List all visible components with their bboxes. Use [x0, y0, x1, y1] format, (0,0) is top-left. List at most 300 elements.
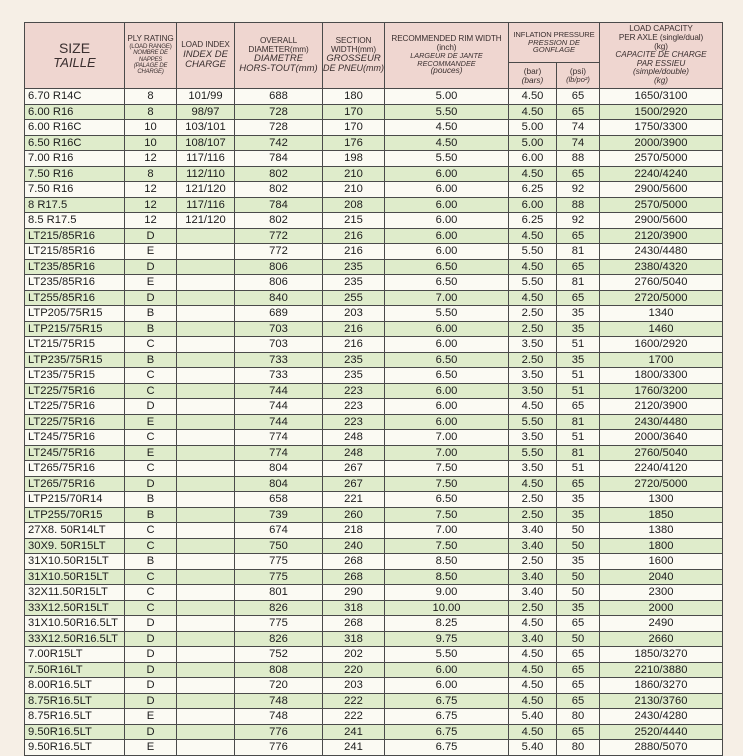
cell-pressure-bar: 3.50: [509, 430, 557, 446]
table-row: [25, 197, 723, 213]
cell-section-width: 268: [323, 554, 385, 570]
header-inflation-label: INFLATION PRESSURE: [513, 29, 595, 39]
cell-size: 31X10.50R15LT: [25, 554, 125, 570]
cell-pressure-psi: 80: [557, 740, 600, 756]
cell-pressure-bar: 5.00: [509, 135, 557, 151]
cell-load-capacity: 1860/3270: [600, 678, 723, 694]
cell-overall-diameter: 784: [235, 151, 323, 167]
cell-load-index: [177, 430, 235, 446]
cell-overall-diameter: 750: [235, 538, 323, 554]
cell-rim-width: 7.00: [385, 523, 509, 539]
cell-rim-width: 5.50: [385, 306, 509, 322]
cell-rim-width: 6.00: [385, 414, 509, 430]
header-load-index: [177, 23, 235, 89]
cell-pressure-bar: 2.50: [509, 492, 557, 508]
cell-rim-width: 6.00: [385, 197, 509, 213]
cell-load-index: [177, 383, 235, 399]
cell-pressure-bar: 4.50: [509, 724, 557, 740]
cell-rim-width: 6.00: [385, 228, 509, 244]
tire-spec-rows: [25, 89, 723, 756]
cell-ply-rating: 10: [125, 120, 177, 136]
cell-size: 8 R17.5: [25, 197, 125, 213]
header-rim-label: RECOMMENDED RIM WIDTH: [391, 33, 502, 43]
cell-size: 27X8. 50R14LT: [25, 523, 125, 539]
cell-load-index: 103/101: [177, 120, 235, 136]
cell-pressure-bar: 3.50: [509, 368, 557, 384]
cell-pressure-bar: 2.50: [509, 600, 557, 616]
cell-load-capacity: 2760/5040: [600, 275, 723, 291]
header-ply-label-fr: NOMBRE DE: [133, 50, 168, 57]
cell-overall-diameter: 802: [235, 166, 323, 182]
cell-pressure-psi: 65: [557, 166, 600, 182]
cell-load-capacity: 1760/3200: [600, 383, 723, 399]
cell-pressure-bar: 5.00: [509, 120, 557, 136]
cell-rim-width: 6.00: [385, 321, 509, 337]
header-psi: [557, 63, 600, 89]
table-row: [25, 678, 723, 694]
cell-section-width: 210: [323, 182, 385, 198]
cell-ply-rating: D: [125, 693, 177, 709]
cell-size: 7.50 R16: [25, 182, 125, 198]
cell-ply-rating: 8: [125, 104, 177, 120]
cell-section-width: 216: [323, 321, 385, 337]
cell-load-capacity: 1600: [600, 554, 723, 570]
cell-load-capacity: 1700: [600, 352, 723, 368]
table-row: [25, 290, 723, 306]
cell-overall-diameter: 752: [235, 647, 323, 663]
cell-overall-diameter: 674: [235, 523, 323, 539]
cell-ply-rating: E: [125, 709, 177, 725]
cell-ply-rating: B: [125, 306, 177, 322]
cell-ply-rating: B: [125, 352, 177, 368]
cell-size: LT225/75R16: [25, 383, 125, 399]
cell-load-index: [177, 631, 235, 647]
cell-pressure-bar: 5.40: [509, 740, 557, 756]
cell-load-index: 108/107: [177, 135, 235, 151]
cell-load-index: [177, 244, 235, 260]
cell-rim-width: 6.00: [385, 678, 509, 694]
table-row: [25, 554, 723, 570]
cell-pressure-psi: 35: [557, 321, 600, 337]
cell-pressure-bar: 5.50: [509, 414, 557, 430]
cell-pressure-bar: 3.40: [509, 585, 557, 601]
cell-pressure-bar: 4.50: [509, 104, 557, 120]
cell-size: LT235/85R16: [25, 259, 125, 275]
cell-pressure-psi: 65: [557, 662, 600, 678]
header-psi-label-fr: (lb/po²): [566, 74, 590, 84]
header-capacity-unit: (kg): [654, 41, 668, 51]
table-row: [25, 445, 723, 461]
cell-load-capacity: 1380: [600, 523, 723, 539]
cell-overall-diameter: 772: [235, 228, 323, 244]
header-capacity-label: LOAD CAPACITY: [629, 24, 693, 34]
table-row: [25, 259, 723, 275]
cell-pressure-bar: 3.50: [509, 383, 557, 399]
cell-size: 6.00 R16C: [25, 120, 125, 136]
cell-size: 31X10.50R15LT: [25, 569, 125, 585]
cell-rim-width: 5.50: [385, 104, 509, 120]
cell-load-index: [177, 647, 235, 663]
table-row: [25, 166, 723, 182]
cell-size: 33X12.50R15LT: [25, 600, 125, 616]
cell-load-index: [177, 538, 235, 554]
cell-load-capacity: 2570/5000: [600, 197, 723, 213]
cell-section-width: 235: [323, 259, 385, 275]
cell-ply-rating: B: [125, 321, 177, 337]
cell-load-index: [177, 492, 235, 508]
header-section-width: [323, 23, 385, 89]
cell-overall-diameter: 801: [235, 585, 323, 601]
cell-ply-rating: 12: [125, 197, 177, 213]
cell-pressure-bar: 5.50: [509, 275, 557, 291]
cell-ply-rating: D: [125, 616, 177, 632]
cell-load-capacity: 2520/4440: [600, 724, 723, 740]
cell-ply-rating: C: [125, 430, 177, 446]
cell-load-index: [177, 476, 235, 492]
cell-rim-width: 6.00: [385, 213, 509, 229]
cell-pressure-psi: 35: [557, 306, 600, 322]
header-load-index-label: LOAD INDEX: [181, 40, 230, 50]
table-row: [25, 368, 723, 384]
cell-pressure-psi: 50: [557, 631, 600, 647]
cell-pressure-psi: 81: [557, 445, 600, 461]
cell-size: LT225/75R16: [25, 399, 125, 415]
cell-pressure-bar: 6.25: [509, 182, 557, 198]
cell-load-capacity: 1750/3300: [600, 120, 723, 136]
cell-ply-rating: 10: [125, 135, 177, 151]
header-capacity-sublabel-fr-2: (simple/double): [633, 67, 689, 77]
cell-rim-width: 8.50: [385, 554, 509, 570]
cell-overall-diameter: 728: [235, 104, 323, 120]
cell-pressure-psi: 92: [557, 182, 600, 198]
cell-load-capacity: 2760/5040: [600, 445, 723, 461]
cell-size: LTP255/70R15: [25, 507, 125, 523]
table-row: [25, 585, 723, 601]
cell-section-width: 268: [323, 616, 385, 632]
cell-pressure-psi: 81: [557, 244, 600, 260]
header-ply-rating: [125, 23, 177, 89]
cell-size: 6.70 R14C: [25, 89, 125, 105]
cell-load-index: [177, 740, 235, 756]
cell-overall-diameter: 804: [235, 476, 323, 492]
cell-rim-width: 4.50: [385, 135, 509, 151]
cell-load-index: 112/110: [177, 166, 235, 182]
cell-rim-width: 5.50: [385, 151, 509, 167]
cell-size: LT235/75R15: [25, 368, 125, 384]
cell-rim-width: 8.25: [385, 616, 509, 632]
cell-rim-width: 6.00: [385, 662, 509, 678]
cell-load-capacity: 1800/3300: [600, 368, 723, 384]
cell-section-width: 203: [323, 678, 385, 694]
cell-rim-width: 6.00: [385, 182, 509, 198]
cell-pressure-psi: 65: [557, 476, 600, 492]
cell-pressure-psi: 50: [557, 523, 600, 539]
cell-ply-rating: C: [125, 337, 177, 353]
cell-section-width: 221: [323, 492, 385, 508]
cell-load-capacity: 2240/4120: [600, 461, 723, 477]
cell-overall-diameter: 774: [235, 445, 323, 461]
header-bar-label: (bar): [523, 65, 542, 76]
cell-size: 7.50R16LT: [25, 662, 125, 678]
cell-load-capacity: 2300: [600, 585, 723, 601]
cell-section-width: 290: [323, 585, 385, 601]
cell-section-width: 208: [323, 197, 385, 213]
cell-ply-rating: C: [125, 538, 177, 554]
cell-size: LTP215/75R15: [25, 321, 125, 337]
table-row: [25, 120, 723, 136]
cell-pressure-psi: 81: [557, 275, 600, 291]
cell-load-index: 117/116: [177, 151, 235, 167]
table-row: [25, 569, 723, 585]
cell-rim-width: 7.50: [385, 538, 509, 554]
cell-pressure-psi: 65: [557, 89, 600, 105]
cell-section-width: 248: [323, 430, 385, 446]
cell-load-index: [177, 585, 235, 601]
cell-section-width: 216: [323, 244, 385, 260]
cell-rim-width: 6.50: [385, 492, 509, 508]
cell-pressure-bar: 2.50: [509, 507, 557, 523]
header-rim-unit: (inch): [436, 42, 457, 52]
cell-load-index: [177, 290, 235, 306]
cell-overall-diameter: 748: [235, 709, 323, 725]
table-row: [25, 523, 723, 539]
cell-pressure-psi: 88: [557, 197, 600, 213]
cell-rim-width: 7.50: [385, 476, 509, 492]
cell-ply-rating: C: [125, 461, 177, 477]
cell-pressure-psi: 65: [557, 290, 600, 306]
cell-rim-width: 6.00: [385, 166, 509, 182]
cell-ply-rating: D: [125, 476, 177, 492]
table-row: [25, 383, 723, 399]
cell-load-capacity: 2900/5600: [600, 182, 723, 198]
cell-load-index: [177, 414, 235, 430]
cell-pressure-bar: 3.50: [509, 337, 557, 353]
table-row: [25, 631, 723, 647]
cell-section-width: 223: [323, 383, 385, 399]
cell-load-capacity: 2430/4480: [600, 414, 723, 430]
table-row: [25, 275, 723, 291]
cell-rim-width: 6.50: [385, 275, 509, 291]
cell-overall-diameter: 802: [235, 213, 323, 229]
cell-size: LT245/75R16: [25, 445, 125, 461]
cell-overall-diameter: 748: [235, 693, 323, 709]
cell-rim-width: 6.75: [385, 693, 509, 709]
cell-size: LT215/85R16: [25, 244, 125, 260]
cell-overall-diameter: 733: [235, 368, 323, 384]
cell-load-capacity: 2430/4280: [600, 709, 723, 725]
cell-pressure-bar: 2.50: [509, 554, 557, 570]
cell-pressure-bar: 4.50: [509, 616, 557, 632]
header-overall-label-fr: DIAMETRE: [253, 53, 304, 65]
header-rim-width: [385, 23, 509, 89]
cell-size: LTP215/70R14: [25, 492, 125, 508]
cell-size: 31X10.50R16.5LT: [25, 616, 125, 632]
cell-overall-diameter: 774: [235, 430, 323, 446]
header-rim-label-fr: LARGEUR DE JANTE RECOMMANDEE: [410, 51, 483, 68]
cell-ply-rating: 12: [125, 151, 177, 167]
cell-pressure-bar: 4.50: [509, 399, 557, 415]
cell-overall-diameter: 804: [235, 461, 323, 477]
cell-rim-width: 8.50: [385, 569, 509, 585]
cell-rim-width: 9.75: [385, 631, 509, 647]
tire-spec-sheet: [24, 22, 722, 756]
cell-section-width: 222: [323, 709, 385, 725]
table-row: [25, 306, 723, 322]
cell-section-width: 222: [323, 693, 385, 709]
cell-load-capacity: 2880/5070: [600, 740, 723, 756]
cell-ply-rating: E: [125, 414, 177, 430]
cell-pressure-psi: 51: [557, 337, 600, 353]
cell-overall-diameter: 742: [235, 135, 323, 151]
cell-rim-width: 7.00: [385, 445, 509, 461]
cell-size: LT265/75R16: [25, 476, 125, 492]
cell-section-width: 248: [323, 445, 385, 461]
cell-pressure-bar: 3.40: [509, 569, 557, 585]
cell-pressure-psi: 80: [557, 709, 600, 725]
cell-rim-width: 6.50: [385, 352, 509, 368]
cell-load-capacity: 1850: [600, 507, 723, 523]
cell-size: 7.00 R16: [25, 151, 125, 167]
cell-overall-diameter: 720: [235, 678, 323, 694]
cell-pressure-psi: 81: [557, 414, 600, 430]
cell-rim-width: 7.50: [385, 507, 509, 523]
cell-load-index: [177, 352, 235, 368]
table-row: [25, 538, 723, 554]
cell-pressure-bar: 5.50: [509, 445, 557, 461]
table-row: [25, 213, 723, 229]
cell-pressure-bar: 4.50: [509, 259, 557, 275]
cell-load-capacity: 2040: [600, 569, 723, 585]
cell-overall-diameter: 703: [235, 321, 323, 337]
cell-section-width: 203: [323, 306, 385, 322]
cell-ply-rating: D: [125, 290, 177, 306]
cell-pressure-bar: 6.00: [509, 151, 557, 167]
cell-section-width: 170: [323, 104, 385, 120]
cell-size: 32X11.50R15LT: [25, 585, 125, 601]
header-ply-label: PLY RATING: [127, 34, 174, 44]
header-load-index-label-fr: INDEX DE CHARGE: [183, 48, 228, 70]
cell-rim-width: 9.00: [385, 585, 509, 601]
header-bar-label-fr: (bars): [521, 74, 544, 85]
cell-size: 6.00 R16: [25, 104, 125, 120]
cell-load-capacity: 2380/4320: [600, 259, 723, 275]
cell-rim-width: 6.00: [385, 244, 509, 260]
cell-size: LT255/85R16: [25, 290, 125, 306]
cell-ply-rating: D: [125, 228, 177, 244]
header-load-capacity: [600, 23, 723, 89]
cell-pressure-psi: 65: [557, 228, 600, 244]
cell-section-width: 176: [323, 135, 385, 151]
cell-overall-diameter: 733: [235, 352, 323, 368]
cell-overall-diameter: 658: [235, 492, 323, 508]
cell-load-index: [177, 709, 235, 725]
header-overall-diameter: [235, 23, 323, 89]
cell-overall-diameter: 840: [235, 290, 323, 306]
cell-section-width: 223: [323, 414, 385, 430]
cell-section-width: 180: [323, 89, 385, 105]
table-row: [25, 352, 723, 368]
cell-overall-diameter: 826: [235, 600, 323, 616]
cell-ply-rating: 8: [125, 166, 177, 182]
table-row: [25, 461, 723, 477]
cell-section-width: 223: [323, 399, 385, 415]
cell-load-index: [177, 569, 235, 585]
cell-rim-width: 10.00: [385, 600, 509, 616]
cell-rim-width: 4.50: [385, 120, 509, 136]
cell-section-width: 220: [323, 662, 385, 678]
cell-pressure-psi: 51: [557, 368, 600, 384]
cell-load-index: [177, 306, 235, 322]
cell-load-capacity: 2130/3760: [600, 693, 723, 709]
cell-ply-rating: E: [125, 740, 177, 756]
cell-load-index: 117/116: [177, 197, 235, 213]
cell-rim-width: 6.00: [385, 399, 509, 415]
cell-pressure-psi: 88: [557, 151, 600, 167]
header-capacity-label-fr: CAPACITE DE CHARGE: [615, 50, 707, 60]
table-row: [25, 151, 723, 167]
cell-overall-diameter: 739: [235, 507, 323, 523]
cell-size: LT215/75R15: [25, 337, 125, 353]
table-row: [25, 476, 723, 492]
cell-size: LT245/75R16: [25, 430, 125, 446]
cell-load-capacity: 1340: [600, 306, 723, 322]
cell-size: LT265/75R16: [25, 461, 125, 477]
cell-overall-diameter: 744: [235, 383, 323, 399]
cell-load-index: [177, 554, 235, 570]
cell-load-capacity: 1500/2920: [600, 104, 723, 120]
cell-section-width: 267: [323, 476, 385, 492]
header-ply-label-fr-3: (PALAGE DE CHARGE): [133, 63, 168, 76]
cell-load-index: [177, 445, 235, 461]
header-overall-unit: DIAMETER(mm): [248, 44, 309, 54]
cell-rim-width: 6.75: [385, 724, 509, 740]
cell-overall-diameter: 775: [235, 554, 323, 570]
cell-load-index: [177, 616, 235, 632]
cell-pressure-bar: 4.50: [509, 476, 557, 492]
cell-section-width: 255: [323, 290, 385, 306]
table-row: [25, 182, 723, 198]
cell-pressure-bar: 4.50: [509, 290, 557, 306]
cell-size: 7.00R15LT: [25, 647, 125, 663]
cell-size: LT225/75R16: [25, 414, 125, 430]
cell-load-index: [177, 368, 235, 384]
tire-spec-table: [24, 22, 723, 756]
header-capacity-sublabel-fr: PAR ESSIEU: [636, 58, 686, 68]
cell-size: 7.50 R16: [25, 166, 125, 182]
header-bar: [509, 63, 557, 89]
header-inflation-pressure: [509, 23, 600, 63]
cell-section-width: 260: [323, 507, 385, 523]
table-row: [25, 507, 723, 523]
table-row: [25, 321, 723, 337]
cell-rim-width: 6.75: [385, 740, 509, 756]
cell-load-capacity: 2660: [600, 631, 723, 647]
cell-section-width: 267: [323, 461, 385, 477]
cell-size: 9.50R16.5LT: [25, 740, 125, 756]
cell-ply-rating: C: [125, 523, 177, 539]
cell-section-width: 216: [323, 337, 385, 353]
cell-rim-width: 6.00: [385, 383, 509, 399]
table-row: [25, 492, 723, 508]
cell-pressure-psi: 51: [557, 461, 600, 477]
cell-rim-width: 6.00: [385, 337, 509, 353]
cell-load-capacity: 1460: [600, 321, 723, 337]
cell-overall-diameter: 744: [235, 399, 323, 415]
cell-size: 9.50R16.5LT: [25, 724, 125, 740]
table-row: [25, 430, 723, 446]
cell-load-capacity: 2720/5000: [600, 290, 723, 306]
cell-load-index: [177, 600, 235, 616]
